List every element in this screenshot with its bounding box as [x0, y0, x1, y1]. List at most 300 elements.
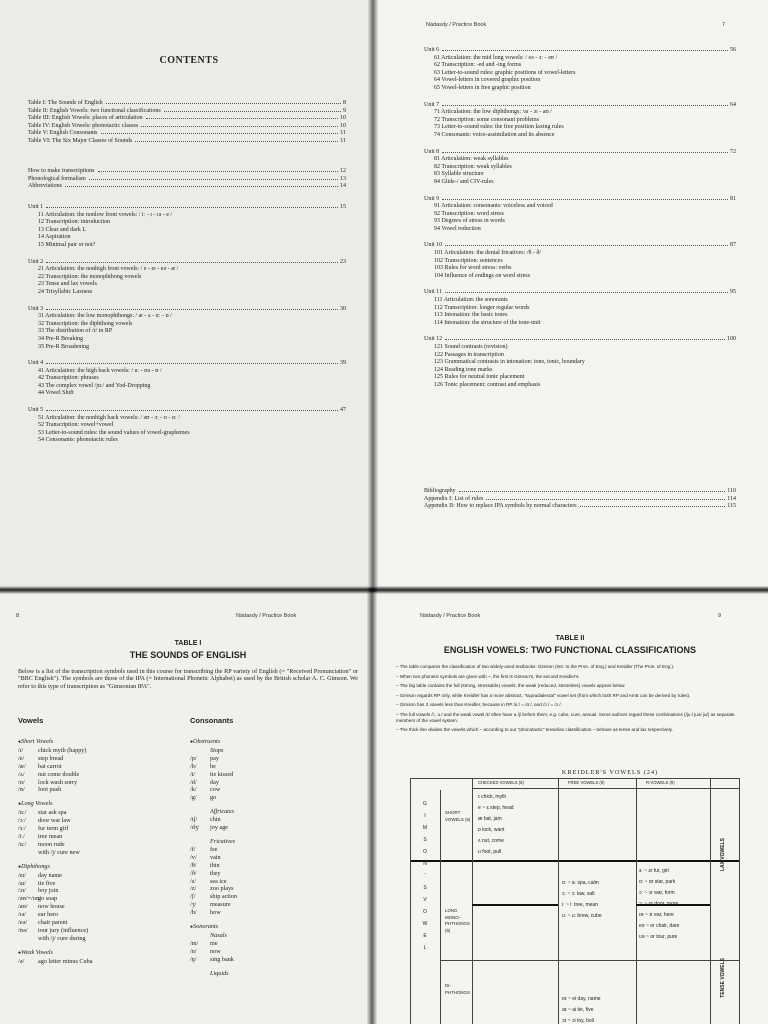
toc-item-label: 84 Glide-/ and CIV-rules: [434, 178, 494, 185]
consonant-subcategory: Stops: [210, 746, 224, 754]
toc-front-2-label: Abbreviations: [28, 183, 62, 190]
toc-table-4-page: 11: [340, 130, 346, 137]
consonant-row: [190, 854, 350, 862]
toc-a-gap: [28, 351, 346, 360]
toc-back-1-dots: [486, 499, 725, 500]
toc-item-label: 111 Articulation: the sonorants: [434, 297, 508, 304]
toc-item-label: 121 Sound contrasts (revision): [434, 344, 508, 350]
page-number: 7: [722, 22, 726, 28]
checked-vowel: ʊ foot, pull: [478, 849, 502, 855]
toc-back-2-label: Appendix II: How to replace IPA symbols by normal characters: [424, 503, 577, 510]
vowel-symbol: /ɔɪ/: [18, 887, 26, 895]
toc-a-unit-2-label: Unit 3: [28, 305, 44, 312]
toc-item-label: 22 Transcription: the monophthong vowels: [38, 273, 142, 280]
r-vowel: ɑː ~ ɑr star, park: [639, 879, 676, 885]
consonant-examples: sing bank: [210, 955, 234, 963]
vowel-examples: bat carrot: [38, 762, 62, 770]
toc-a-unit-3-page: 39: [340, 360, 346, 367]
toc-b-unit-5-item: [424, 297, 736, 305]
toc-table-2-page: 10: [340, 115, 346, 122]
toc-back-matter: [424, 488, 736, 511]
vowel-examples: door war law: [38, 817, 71, 825]
consonant-row: [190, 885, 350, 893]
running-head: Nádasdy / Practice Book: [426, 22, 487, 28]
toc-item-label: 12 Transcription: introduction: [38, 219, 110, 226]
toc-b-unit-6-item: [424, 359, 736, 367]
toc-a-unit-4-item: [28, 437, 346, 445]
toc-b-unit-6-label: Unit 12: [424, 336, 443, 343]
toc-b-gap: [424, 187, 736, 196]
toc-front-0-dots: [98, 171, 339, 172]
toc-a-unit-2-dots: [46, 309, 338, 310]
consonant-examples: joy age: [210, 824, 229, 832]
consonant-symbol: /z/: [190, 885, 197, 893]
consonant-symbol: /n/: [190, 947, 197, 955]
vowel-symbol: /əʊ/=/oʊ/: [18, 895, 41, 903]
vowel-category: ● Short Vowels: [18, 738, 178, 747]
toc-item-label: 14 Aspiration: [38, 234, 71, 241]
consonant-examples: ship action: [210, 893, 237, 901]
table1-label: TABLE I: [174, 640, 202, 647]
contents-page: [0, 0, 378, 592]
consonant-row: [190, 794, 350, 802]
toc-item-label: 21 Articulation: the nonhigh front vowels: / e - eɪ - eə - æ /: [38, 266, 179, 273]
vowel-row: [18, 887, 178, 895]
consonant-row: [190, 786, 350, 794]
free-long-vowel: uː ~ uː brew, cube: [562, 913, 602, 919]
toc-b-gap: [424, 93, 736, 102]
checked-vowel: ɪ chick, myth: [478, 794, 507, 800]
toc-a-unit-2-item: [28, 328, 346, 336]
toc-b-unit-6-page: 100: [727, 336, 736, 343]
toc-a-unit-3-item: [28, 368, 346, 376]
gimson-letter: ': [424, 873, 426, 879]
toc-table-0-page: 8: [343, 100, 346, 106]
vowel-examples: with /j/ cure new: [38, 848, 80, 856]
vowel-classification-table: [410, 778, 740, 1024]
toc-item-label: 73 Letter-to-sound rules: the free position laxing rules: [434, 124, 564, 131]
free-diphthong: eɪ ~ ei day, name: [562, 996, 601, 1002]
free-diphthongs: [562, 994, 601, 1024]
consonant-symbol: /t/: [190, 770, 196, 778]
toc-a-unit-1-dots: [46, 262, 338, 263]
r-vowel: ɪə ~ ɪr ear, here: [639, 912, 674, 918]
toc-item-label: 104 Influence of endings on word stress: [434, 272, 530, 279]
toc-item-label: 33 The distribution of /r/ in RP: [38, 328, 113, 335]
toc-b-unit-3-dots: [442, 199, 728, 200]
toc-a-unit-1-item: [28, 266, 346, 274]
toc-item-label: 113 Intonation: the basic tones: [434, 312, 508, 319]
toc-table-4: [28, 130, 346, 138]
toc-back-1: [424, 496, 736, 504]
vowel-symbol: [18, 935, 38, 943]
toc-back-1-page: 114: [727, 495, 736, 502]
consonant-symbol: /p/: [190, 754, 197, 762]
consonant-examples: me: [210, 939, 218, 947]
toc-a-gap: [28, 297, 346, 306]
toc-table-1-page: 9: [343, 107, 346, 114]
consonant-symbol: /h/: [190, 909, 197, 917]
toc-tables: [28, 100, 346, 146]
consonant-row: [190, 816, 350, 824]
toc-item-label: 81 Articulation: weak syllables: [434, 156, 509, 163]
vowel-examples: tie five: [38, 879, 56, 887]
toc-a-unit-4-item: [28, 430, 346, 438]
vowel-symbol: /aɪ/: [18, 879, 26, 887]
toc-table-3: [28, 123, 346, 131]
r-vowel: ɜː ~ ɜr fur, girl: [639, 868, 669, 874]
table2-note: – Gimson has 3 vowels less than Kreidler, because in RP /ɑː/ = /ɑː/, and /ɔː/ = /ɔː/.: [396, 702, 562, 707]
toc-item-label: 63 Letter-to-sound rules: graphic positions of vowel-letters: [434, 69, 576, 76]
toc-front-1-dots: [89, 179, 338, 180]
vowel-row: [18, 747, 178, 755]
toc-a-unit-3: [28, 360, 346, 368]
r-vowel: ʊə ~ ʊr tour, pure: [639, 934, 678, 940]
consonant-row: [190, 870, 350, 878]
kreidler-title: KREIDLER'S VOWELS (24): [561, 769, 659, 776]
vowel-row: [18, 911, 178, 919]
toc-b-unit-0-item: [424, 70, 736, 78]
vowel-examples: now house: [38, 903, 65, 911]
vowel-symbol: /ɔː/: [18, 817, 26, 825]
gimsons-vowels-label: [418, 798, 432, 954]
table2-notes: [396, 664, 746, 737]
toc-table-0-label: Table I: The Sounds of English: [28, 100, 103, 106]
checked-vowel: æ bat, jam: [478, 816, 502, 822]
consonant-examples: tie kissed: [210, 770, 234, 778]
vowel-symbol: /ɜː/: [18, 825, 26, 833]
vowel-symbol: /ʌ/: [18, 770, 25, 778]
consonant-examples: be: [210, 762, 216, 770]
vowel-examples: nut come double: [38, 770, 80, 778]
toc-table-3-page: 10: [340, 122, 346, 129]
toc-a-unit-4: [28, 407, 346, 415]
toc-b-unit-3-item: [424, 218, 736, 226]
consonant-symbol: /s/: [190, 877, 196, 885]
table2-label: TABLE II: [555, 635, 585, 642]
toc-a-unit-4-page: 47: [340, 407, 346, 414]
toc-table-5: [28, 138, 346, 146]
vowel-row: [18, 809, 178, 817]
toc-item-label: 101 Articulation: the dental fricatives: /θ - ð/: [434, 250, 542, 257]
toc-back-2-page: 115: [727, 503, 736, 510]
consonant-symbol: /θ/: [190, 861, 197, 869]
toc-b-unit-5-item: [424, 312, 736, 320]
toc-item-label: 64 Vowel-letters in covered graphic position: [434, 77, 541, 84]
toc-b-unit-4-item: [424, 273, 736, 281]
vowel-examples: chair parent: [38, 919, 68, 927]
vowel-row: [18, 935, 178, 943]
toc-back-1-label: Appendix I: List of rules: [424, 495, 484, 502]
toc-a-unit-1-item: [28, 289, 346, 297]
toc-b-unit-0-label: Unit 6: [424, 47, 440, 53]
toc-a-unit-3-item: [28, 375, 346, 383]
gimson-letter: O: [423, 849, 427, 855]
toc-back-0-page: 110: [727, 488, 736, 494]
consonant-subcategory: Fricatives: [210, 837, 236, 845]
toc-a-unit-0-item: [28, 227, 346, 235]
consonant-examples: pay: [210, 754, 219, 762]
vowel-row: [18, 779, 178, 787]
toc-item-label: 83 Syllable structure: [434, 171, 484, 178]
toc-item-label: 112 Transcription: longer regular words: [434, 304, 530, 311]
table2-note: – When two phonetic symbols are given with ~, the first is Gimson's, the second Kreidler's.: [396, 673, 580, 679]
col-head-r: R-VOWELS (9): [646, 780, 675, 785]
consonant-category: ● Sonorants: [190, 923, 350, 932]
running-head-8: Nádasdy / Practice Book: [236, 613, 297, 619]
toc-b-unit-3-label: Unit 9: [424, 195, 440, 202]
free-diphthong: aɪ ~ ai tie, five: [562, 1007, 594, 1013]
vowel-category: ● Long Vowels: [18, 800, 178, 809]
toc-front-1: [28, 176, 346, 184]
toc-front: [28, 168, 346, 191]
toc-b-unit-6-dots: [445, 339, 725, 340]
vowel-symbol: /ə/: [18, 957, 25, 965]
toc-b-unit-0-item: [424, 77, 736, 85]
consonant-row: [190, 878, 350, 886]
toc-item-label: 93 Degrees of stress in words: [434, 218, 505, 225]
consonant-symbol: /dʒ/: [190, 824, 200, 832]
toc-table-4-label: Table V: English Consonants: [28, 130, 98, 137]
consonant-symbol: /ð/: [190, 869, 197, 877]
vowel-examples: boy join: [38, 887, 59, 895]
consonant-examples: they: [210, 869, 221, 877]
toc-a-unit-2-item: [28, 313, 346, 321]
toc-item-label: 125 Rules for neutral tonic placement: [434, 374, 525, 381]
consonant-row: [190, 824, 350, 832]
toc-item-label: 54 Consonants: phonotactic rules: [38, 437, 118, 444]
vowel-examples: star ask spa: [38, 809, 67, 817]
checked-vowel: ʌ nut, come: [478, 838, 504, 844]
toc-b-unit-5-item: [424, 305, 736, 313]
checked-vowel: e ~ ɛ step, head: [478, 805, 514, 811]
toc-table-4-dots: [101, 133, 339, 134]
toc-b-unit-4-dots: [445, 245, 728, 246]
toc-item-label: 44 Vowel Shift: [38, 390, 74, 397]
consonant-row: [190, 893, 350, 901]
vowel-row: [18, 786, 178, 794]
toc-b-unit-2-item: [424, 156, 736, 164]
toc-b-gap: [424, 233, 736, 242]
toc-b-unit-0-dots: [442, 50, 728, 51]
consonant-symbol: /g/: [190, 794, 197, 802]
toc-a-unit-2-page: 30: [340, 305, 346, 312]
gimson-letter: V: [423, 897, 427, 903]
toc-back-0: [424, 488, 736, 496]
toc-b-unit-1-page: 64: [730, 101, 736, 108]
toc-a-unit-0: [28, 204, 346, 212]
toc-item-label: 43 The complex vowel /juː/ and Yod-Dropping: [38, 382, 151, 389]
vowel-row: [18, 825, 178, 833]
toc-a-gap: [28, 398, 346, 407]
toc-b-unit-1-dots: [442, 105, 728, 106]
gimson-letter: N: [423, 861, 427, 867]
toc-a-unit-2: [28, 306, 346, 314]
toc-b-unit-3-item: [424, 203, 736, 211]
toc-b-gap: [424, 327, 736, 336]
toc-a-unit-1-item: [28, 274, 346, 282]
toc-table-5-dots: [135, 141, 338, 142]
toc-front-0-page: 12: [340, 168, 346, 174]
toc-a-unit-2-item: [28, 336, 346, 344]
vowel-symbol: /ʊ/: [18, 786, 25, 794]
vowel-examples: lock wash sorry: [38, 778, 78, 786]
table2-title: ENGLISH VOWELS: TWO FUNCTIONAL CLASSIFICATIONS: [443, 645, 697, 655]
vowel-symbol: /ɪə/: [18, 911, 26, 919]
toc-b-gap: [424, 140, 736, 149]
gimson-letter: S: [423, 837, 427, 843]
toc-item-label: 35 Pre-R Broadening: [38, 343, 89, 350]
consonant-examples: sea ice: [210, 877, 227, 885]
toc-item-label: 11 Articulation: the nonlow front vowels: / iː - ɪ - ɪə - e /: [38, 211, 173, 218]
diphthongs-label: DI- PHTHONGS: [445, 983, 470, 995]
vowel-examples: tree mean: [38, 832, 63, 840]
toc-b-unit-0-item: [424, 62, 736, 70]
toc-item-label: 82 Transcription: weak syllables: [434, 163, 512, 170]
toc-b-unit-2-item: [424, 171, 736, 179]
table2-note: – Gimson regards RP only, while Kreidler has a more abstract, "supradialectal" vowel set (from which both RP and AmE can be derived by rules).: [396, 692, 691, 698]
r-vowel: ɔː ~ or door, more: [639, 901, 679, 907]
page-number-9: 9: [718, 613, 722, 619]
checked-vowel: ɒ lock, want: [478, 827, 505, 833]
consonant-list: [190, 738, 350, 977]
toc-b-unit-4-item: [424, 250, 736, 258]
vowel-row: [18, 872, 178, 880]
toc-b-unit-3: [424, 196, 736, 204]
gimson-letter: O: [423, 909, 427, 915]
toc-item-label: 51 Articulation: the nonhigh back vowels: / əʊ - ɔː - ɒ - ɑː /: [38, 414, 180, 421]
vowel-examples: step bread: [38, 754, 64, 762]
toc-table-0-dots: [106, 103, 341, 104]
toc-b-unit-3-page: 81: [730, 195, 736, 202]
toc-front-1-label: Phonological formalism: [28, 175, 86, 182]
vowel-examples: with /j/ cure during: [38, 934, 86, 942]
toc-b-unit-0-page: 56: [730, 47, 736, 53]
toc-b-unit-5-page: 95: [730, 289, 736, 296]
toc-back-2-dots: [580, 506, 726, 507]
toc-a-unit-3-label: Unit 4: [28, 360, 44, 367]
toc-item-label: 61 Articulation: the mid long vowels: / eə - ɜː - əʊ /: [434, 54, 558, 61]
toc-item-label: 122 Passages in transcription: [434, 351, 504, 358]
toc-a-unit-0-page: 15: [340, 204, 346, 210]
toc-b-unit-3-item: [424, 226, 736, 234]
toc-a-unit-4-item: [28, 422, 346, 430]
toc-item-label: 124 Reading tone marks: [434, 366, 493, 373]
consonant-subcategory: Nasals: [210, 931, 227, 939]
toc-table-2: [28, 115, 346, 123]
toc-front-0: [28, 168, 346, 176]
lax-vowels-label: LAX VOWELS: [720, 838, 726, 872]
toc-item-label: 102 Transcription: sentences: [434, 257, 503, 264]
vowel-examples: foot push: [38, 786, 62, 794]
toc-b-unit-4-page: 87: [730, 242, 736, 249]
toc-item-label: 23 Tense and lax vowels: [38, 281, 97, 288]
toc-a-unit-4-item: [28, 415, 346, 423]
consonants-head: Consonants: [190, 716, 234, 725]
consonant-examples: vain: [210, 853, 221, 861]
toc-item-label: 24 Trisyllabic Laxness: [38, 288, 93, 295]
toc-a-unit-0-item: [28, 242, 346, 250]
gimson-letter: I: [424, 813, 426, 819]
toc-a-unit-0-item: [28, 212, 346, 220]
toc-b-unit-6-item: [424, 374, 736, 382]
toc-item-label: 42 Transcription: phrases: [38, 375, 99, 382]
contents-title: CONTENTS: [159, 55, 219, 66]
consonant-examples: zoo plays: [210, 885, 234, 893]
toc-b-gap: [424, 280, 736, 289]
vowel-symbol: /e/: [18, 754, 25, 762]
consonant-examples: how: [210, 909, 221, 917]
toc-item-label: 34 Pre-R Breaking: [38, 335, 83, 342]
toc-table-1-label: Table II: English Vowels: two functional classifications: [28, 107, 161, 114]
vowel-symbol: /ɑː/: [18, 809, 27, 817]
toc-units-6-12: [424, 47, 736, 390]
consonant-examples: chin: [210, 816, 221, 824]
toc-table-5-page: 11: [340, 137, 346, 144]
vowel-symbol: /aʊ/: [18, 903, 28, 911]
vowel-row: [18, 903, 178, 911]
consonant-examples: fee: [210, 845, 218, 853]
consonant-examples: cow: [210, 786, 221, 794]
free-long-vowel: ɑː ~ aː spa, calm: [562, 880, 599, 886]
toc-a-unit-3-item: [28, 383, 346, 391]
vowel-examples: fur term girl: [38, 825, 69, 833]
toc-front-2: [28, 183, 346, 191]
toc-table-0: [28, 100, 346, 108]
vowel-row: [18, 919, 178, 927]
toc-item-label: 65 Vowel-letters in free graphic position: [434, 84, 531, 91]
vowel-list: [18, 738, 178, 966]
vowel-examples: ear hero: [38, 911, 59, 919]
consonant-symbol: /k/: [190, 786, 197, 794]
consonant-examples: now: [210, 947, 221, 955]
vowel-row: [18, 841, 178, 849]
vowel-symbol: /ɒ/: [18, 778, 25, 786]
toc-b-unit-1: [424, 102, 736, 110]
consonant-row: [190, 901, 350, 909]
toc-item-label: 92 Transcription: word stress: [434, 210, 504, 217]
consonant-row: [190, 779, 350, 787]
toc-item-label: 53 Letter-to-sound rules: the sound values of vowel-graphemes: [38, 429, 190, 436]
vowel-row: [18, 833, 178, 841]
vowel-row: [18, 927, 178, 935]
gimson-letter: W: [422, 921, 428, 927]
consonant-row: [190, 763, 350, 771]
consonant-symbol: /ʒ/: [190, 901, 197, 909]
toc-item-label: 114 Intonation: the structure of the tone-unit: [434, 319, 541, 326]
vowel-row: [18, 763, 178, 771]
vowel-examples: go soap: [38, 895, 58, 903]
toc-b-unit-4-label: Unit 10: [424, 242, 443, 249]
toc-front-1-page: 13: [340, 175, 346, 182]
toc-b-unit-1-label: Unit 7: [424, 101, 440, 108]
col-head-free: FREE VOWELS (9): [568, 780, 605, 785]
toc-table-3-label: Table IV: English Vowels: phonotactic classes: [28, 122, 139, 129]
vowel-row: [18, 817, 178, 825]
vowel-examples: chick myth (happy): [38, 746, 87, 754]
toc-b-unit-1-item: [424, 124, 736, 132]
toc-a-gap: [28, 250, 346, 259]
gimson-letter: G: [423, 801, 427, 807]
vowel-symbol: /eɪ/: [18, 871, 26, 879]
vowel-row: [18, 958, 178, 966]
r-vowel: ɔː ~ ɔr war, form: [639, 890, 675, 896]
consonant-row: [190, 956, 350, 964]
vowel-row: [18, 880, 178, 888]
vowel-category: ● Weak Vowels: [18, 949, 178, 958]
consonant-row: [190, 862, 350, 870]
toc-b-unit-1-item: [424, 132, 736, 140]
